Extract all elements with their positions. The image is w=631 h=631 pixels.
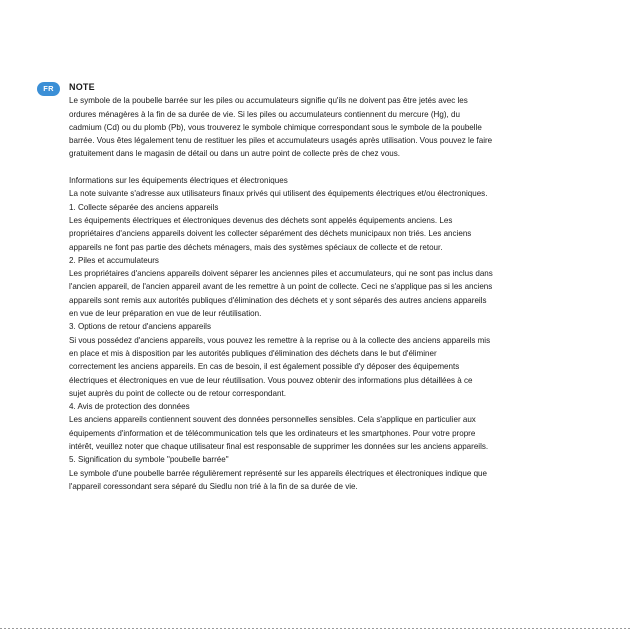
text-line: Si vous possédez d'anciens appareils, vous pouvez les remettre à la reprise ou à la collecte des anciens appareils mis — [69, 335, 491, 345]
subsection-title: 3. Options de retour d'anciens appareils — [69, 322, 211, 332]
paragraph-spacer — [69, 161, 595, 174]
text-line: Les anciens appareils contiennent souvent des données personnelles sensibles. Cela s'applique en particulier aux — [69, 415, 476, 425]
subsection-title: 4. Avis de protection des données — [69, 402, 190, 412]
language-badge: FR — [37, 82, 60, 96]
text-line: électriques et électroniques en vue de leur réutilisation. Vous pouvez obtenir des informations plus détaillées à ce — [69, 375, 473, 385]
text-line: gratuitement dans le magasin de détail ou dans un autre point de collecte près de chez vous. — [69, 149, 401, 159]
text-line: propriétaires d'anciens appareils doivent les collecter séparément des déchets municipaux non triés. Les anciens — [69, 229, 472, 239]
text-line: correctement les anciens appareils. En cas de besoin, il est également possible d'y déposer des équipements — [69, 362, 460, 372]
note-heading: NOTE — [69, 82, 95, 92]
subsection-title: 5. Signification du symbole "poubelle barrée" — [69, 455, 229, 465]
battery-disposal-paragraph — [69, 94, 595, 160]
text-line: La note suivante s'adresse aux utilisateurs finaux privés qui utilisent des équipements électriques et/ou électroniques. — [69, 189, 488, 199]
text-line: cadmium (Cd) ou du plomb (Pb), vous trouverez le symbole chimique correspondant sous le symbole de la poubelle — [69, 122, 482, 132]
text-line: appareils sont remis aux autorités publiques d'élimination des déchets et y sont séparés des autres anciens appareils — [69, 295, 487, 305]
text-line: Le symbole d'une poubelle barrée régulièrement représenté sur les appareils électriques et électroniques indique que — [69, 468, 487, 478]
text-line: équipements d'information et de télécommunication tels que les ordinateurs et les smartphones. Pour votre propre — [69, 428, 476, 438]
text-line: en place et mis à disposition par les autorités publiques d'élimination des déchets dans le but d'éliminer — [69, 348, 437, 358]
section-title: Informations sur les équipements électriques et électroniques — [69, 176, 288, 186]
text-line: intérêt, veuillez noter que chaque utilisateur final est responsable de supprimer les données sur les anciens appareils. — [69, 442, 489, 452]
text-line: Les équipements électriques et électroniques devenus des déchets sont appelés équipements anciens. Les — [69, 215, 453, 225]
text-line: en vue de leur préparation en vue de leur réutilisation. — [69, 309, 262, 319]
text-line: Les propriétaires d'anciens appareils doivent séparer les anciennes piles et accumulateurs, qui ne sont pas inclus dans — [69, 269, 493, 279]
text-line: appareils ne font pas partie des déchets ménagers, mais des systèmes spéciaux de collecte et de retour. — [69, 242, 443, 252]
text-line: barrée. Vous êtes légalement tenu de restituer les piles et accumulateurs usagés après utilisation. Vous pouvez le faire — [69, 136, 493, 146]
subsection-title: 2. Piles et accumulateurs — [69, 255, 159, 265]
page-bottom-rule — [0, 628, 631, 629]
note-content — [69, 81, 595, 493]
text-line: sujet auprès du point de collecte ou de retour correspondant. — [69, 388, 286, 398]
text-line: Le symbole de la poubelle barrée sur les piles ou accumulateurs signifie qu'ils ne doivent pas être jetés avec les — [69, 96, 468, 106]
text-line: l'appareil coressondant sera séparé du Siedlu non trié à la fin de sa durée de vie. — [69, 481, 358, 491]
text-line: ordures ménagères à la fin de sa durée de vie. Si les piles ou accumulateurs contiennent du mercure (Hg), du — [69, 109, 460, 119]
subsection-title: 1. Collecte séparée des anciens appareils — [69, 202, 219, 212]
weee-information-section — [69, 174, 595, 493]
text-line: l'ancien appareil, de l'ancien appareil avant de les remettre à un point de collecte. Ceci ne s'applique pas si les anciens — [69, 282, 493, 292]
